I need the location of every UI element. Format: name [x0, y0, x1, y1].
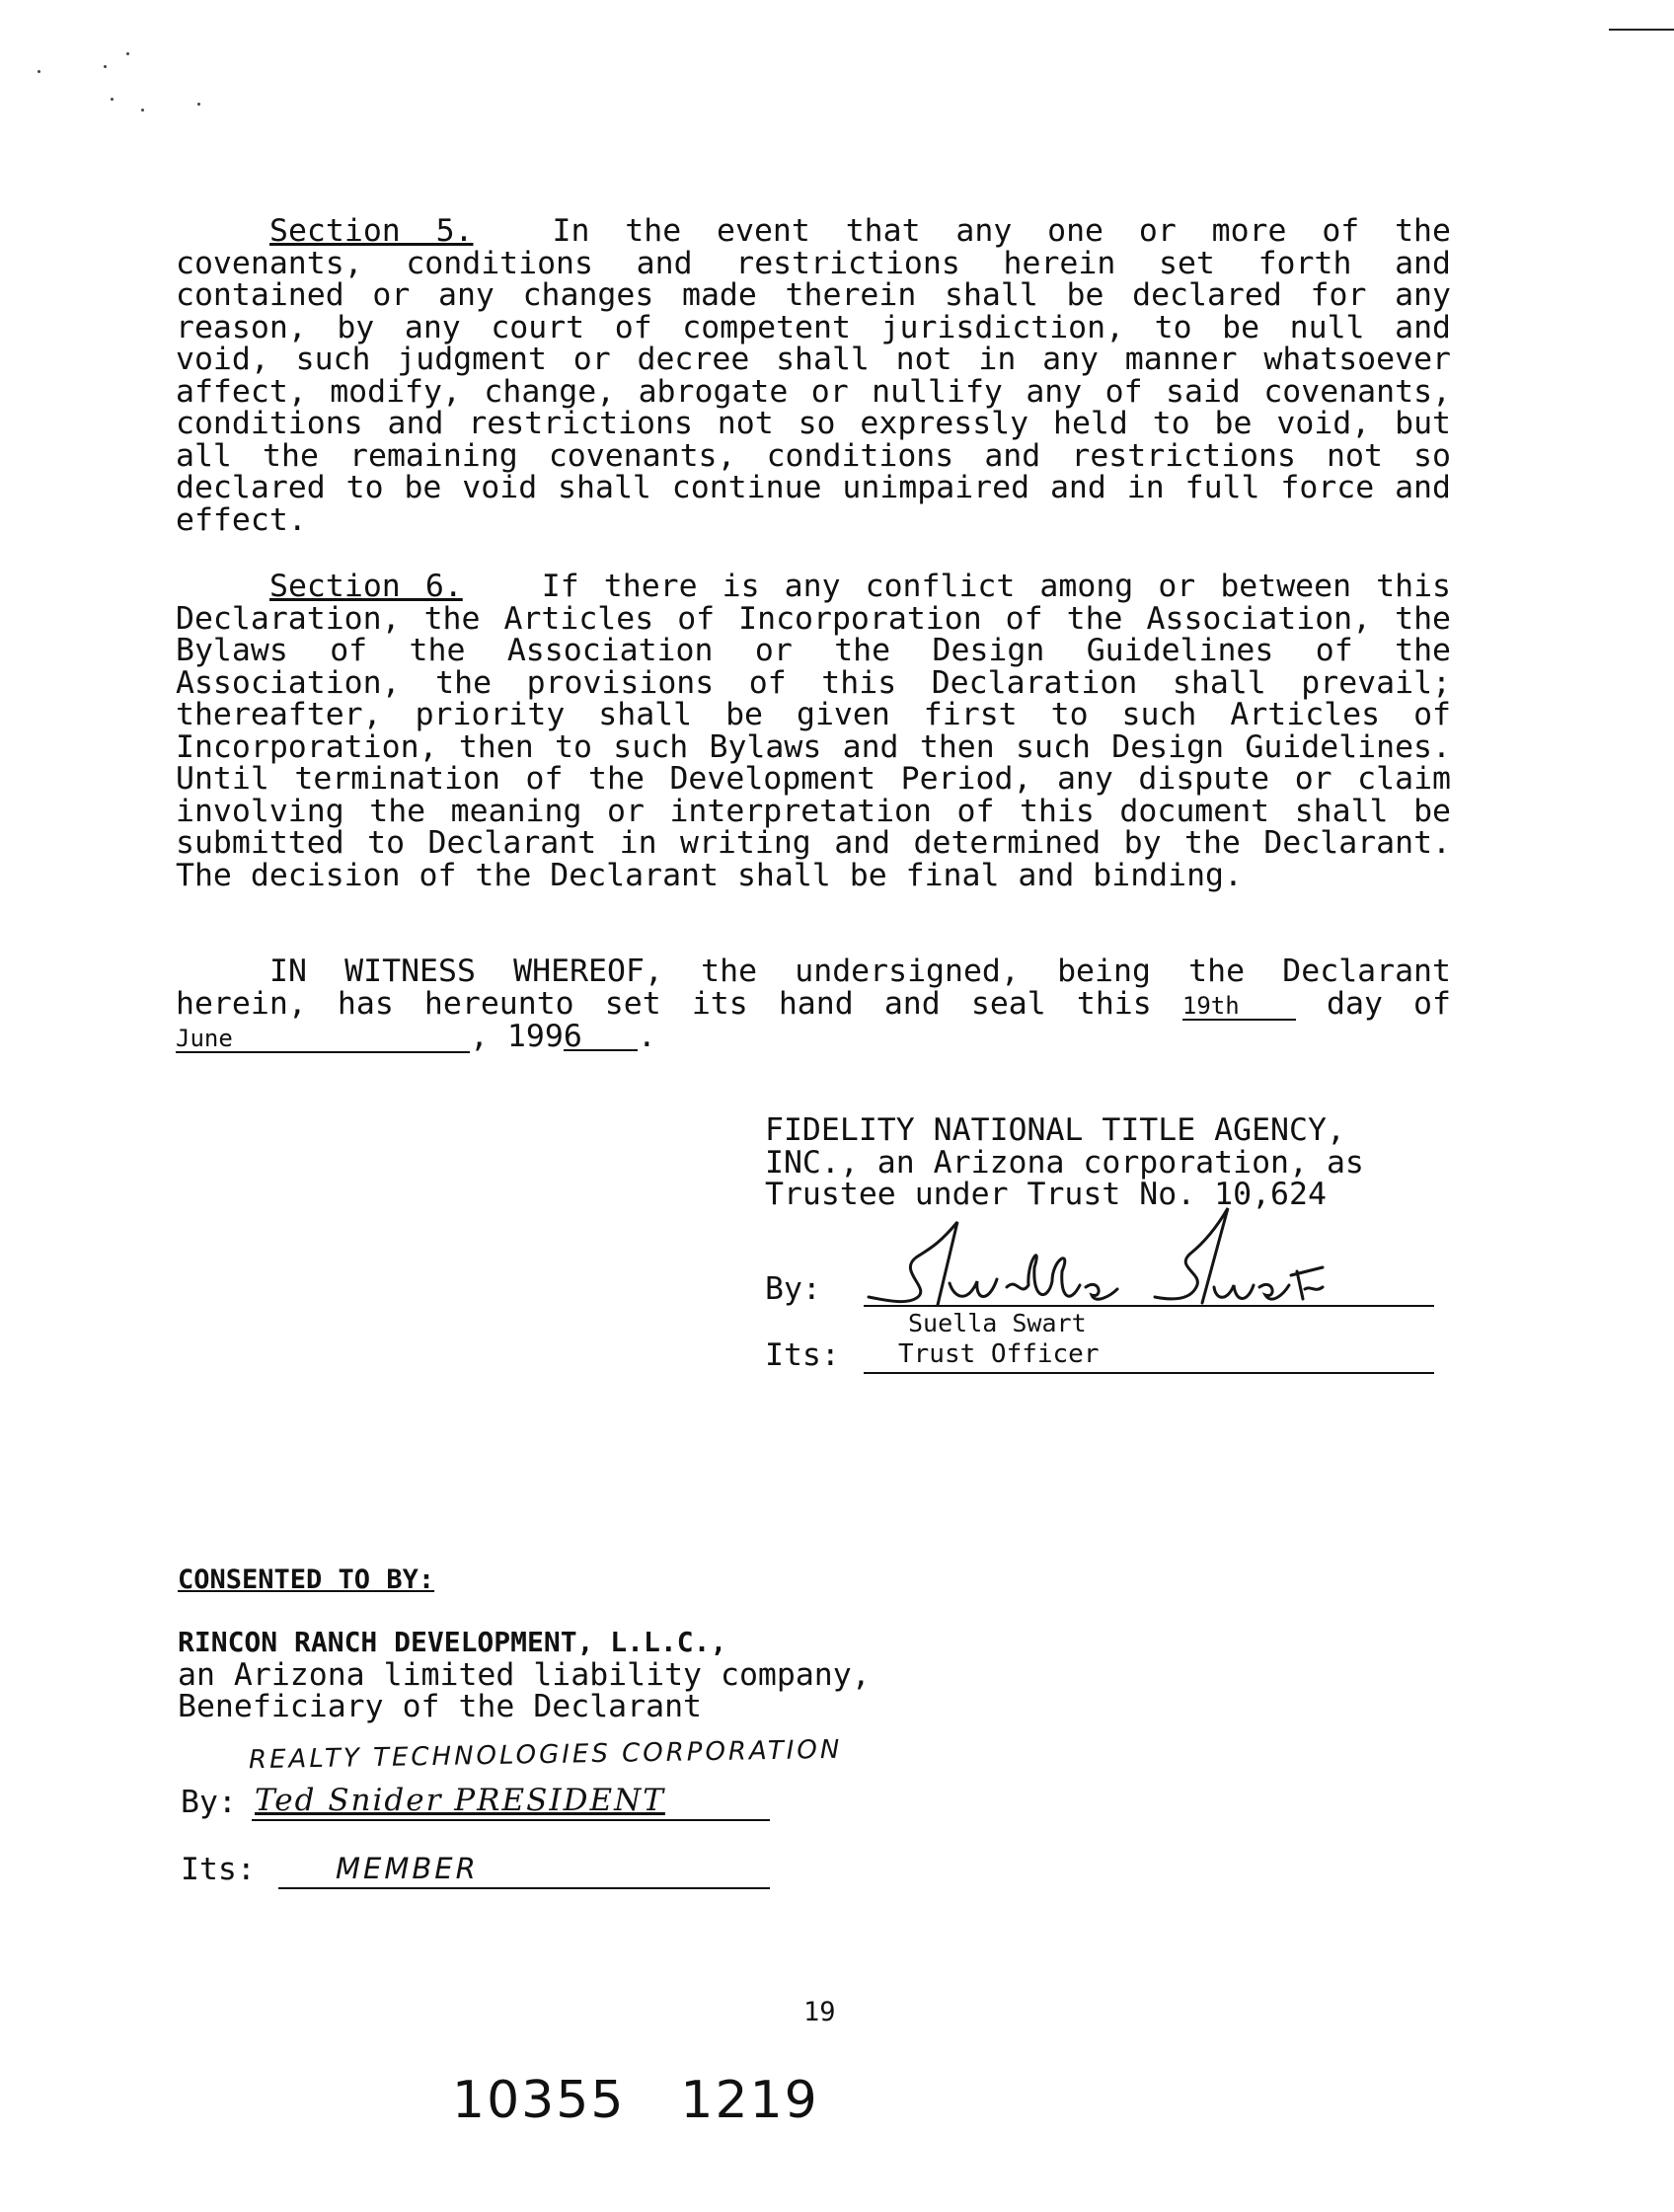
section-6-line: thereafter, priority shall be given first to such Articles of — [176, 697, 1451, 732]
trustee-name-line: FIDELITY NATIONAL TITLE AGENCY, — [765, 1112, 1345, 1148]
consent-title-line — [278, 1887, 770, 1889]
section-6-line: Incorporation, then to such Bylaws and then such Design Guidelines. — [176, 728, 1451, 765]
section-6-line: submitted to Declarant in writing and determined by the Declarant. — [176, 825, 1451, 861]
section-6-line: The decision of the Declarant shall be final and binding. — [176, 857, 1243, 893]
section-5-line: In the event that any one or more of the — [552, 213, 1451, 249]
recording-docket: 10355 — [452, 2071, 626, 2130]
year-suffix: . — [637, 1018, 656, 1054]
scan-speck — [197, 103, 200, 106]
day-field: 19th — [1182, 993, 1296, 1021]
scan-speck — [104, 65, 107, 68]
witness-line: herein, has hereunto set its hand and seal this — [176, 985, 1152, 1022]
scan-speck — [141, 109, 144, 112]
consent-title: MEMBER — [336, 1852, 479, 1885]
trustee-title: Trust Officer — [898, 1339, 1100, 1369]
section-5-line: effect. — [176, 501, 307, 538]
year-prefix: , 199 — [470, 1018, 564, 1054]
scan-speck — [126, 52, 129, 55]
section-5-line: contained or any changes made therein shall be declared for any — [176, 277, 1451, 313]
consent-company-line: Beneficiary of the Declarant — [178, 1689, 703, 1724]
trustee-signer-name: Suella Swart — [908, 1309, 1087, 1337]
trustee-signature — [859, 1202, 1332, 1321]
witness-clause — [176, 955, 1451, 1053]
trustee-block — [765, 1114, 1364, 1211]
section-6-line: Bylaws of the Association or the Design Guidelines of the — [176, 633, 1451, 668]
consent-its-label: Its: — [181, 1852, 256, 1887]
section-5-line: affect, modify, change, abrogate or nullify any of said covenants, — [176, 373, 1451, 410]
section-6-line: Association, the provisions of this Declaration shall prevail; — [176, 664, 1451, 701]
page-number: 19 — [803, 1997, 836, 2027]
section-6-line: involving the meaning or interpretation of this document shall be — [176, 793, 1451, 829]
section-6 — [176, 571, 1451, 891]
corner-rule — [1609, 29, 1674, 31]
section-5-line: conditions and restrictions not so expressly held to be void, but — [176, 406, 1451, 441]
section-5-line: declared to be void shall continue unimpaired and in full force and — [176, 470, 1451, 505]
scan-speck — [111, 98, 114, 101]
trustee-by-label: By: — [765, 1271, 821, 1307]
section-5-line: reason, by any court of competent jurisdiction, to be null and — [176, 309, 1451, 345]
consent-by-label: By: — [181, 1785, 237, 1820]
consent-signature: Ted Snider PRESIDENT — [255, 1783, 665, 1818]
scan-speck — [38, 70, 40, 73]
witness-line: day of — [1327, 985, 1451, 1022]
month-field: June — [176, 1026, 470, 1053]
recording-page: 1219 — [680, 2071, 819, 2130]
trustee-name-line: INC., an Arizona corporation, as — [765, 1144, 1364, 1181]
trustee-its-label: Its: — [765, 1337, 840, 1373]
witness-line: IN WITNESS WHEREOF, the undersigned, being the Declarant — [269, 953, 1451, 989]
handwritten-company: REALTY TECHNOLOGIES CORPORATION — [248, 1734, 843, 1776]
trustee-name-line: Trustee under Trust No. 10,624 — [765, 1177, 1327, 1212]
section-5 — [176, 215, 1451, 536]
trustee-title-line — [864, 1372, 1434, 1374]
section-6-line: Declaration, the Articles of Incorporation of the Association, the — [176, 600, 1451, 637]
section-6-heading: Section 6. — [269, 569, 463, 604]
year-field: 6 — [564, 1024, 638, 1051]
recording-stamp — [452, 2071, 875, 2130]
consent-heading: CONSENTED TO BY: — [178, 1564, 435, 1595]
consent-company-block — [178, 1627, 871, 1723]
section-6-line: Until termination of the Development Period, any dispute or claim — [176, 761, 1451, 797]
section-5-line: void, such judgment or decree shall not in any manner whatsoever — [176, 342, 1451, 377]
consent-company-name: RINCON RANCH DEVELOPMENT, L.L.C., — [178, 1626, 727, 1658]
section-6-line: If there is any conflict among or between this — [541, 569, 1451, 604]
consent-signature-line — [252, 1819, 770, 1821]
section-5-line: all the remaining covenants, conditions and restrictions not so — [176, 437, 1451, 474]
section-5-line: covenants, conditions and restrictions herein set forth and — [176, 245, 1451, 281]
section-5-heading: Section 5. — [269, 213, 474, 249]
consent-company-line: an Arizona limited liability company, — [178, 1656, 871, 1693]
